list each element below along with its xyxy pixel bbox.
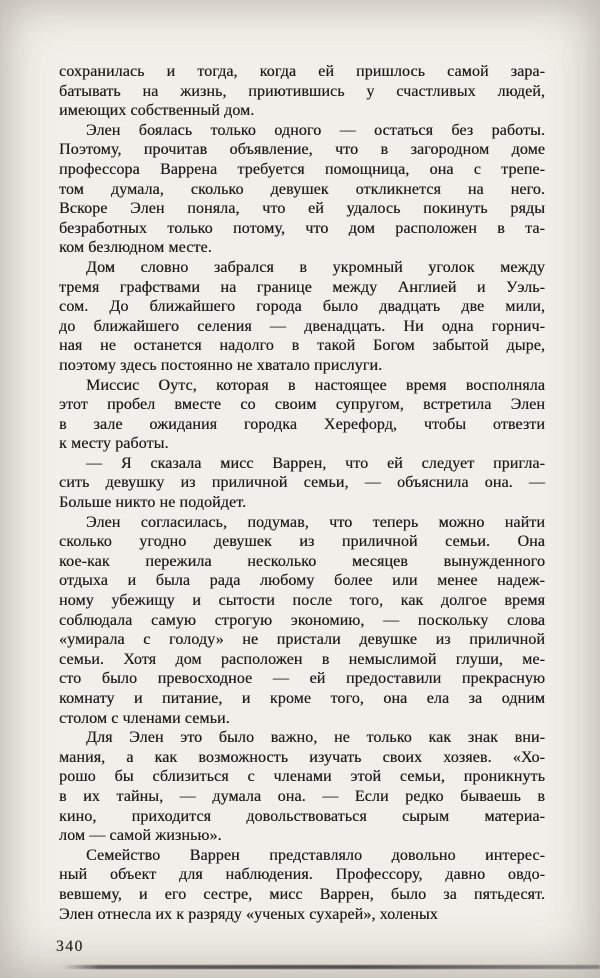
text-line: тремя графствами на границе между Англией и Уэль-	[59, 278, 545, 296]
text-line: соблюдала самую строгую экономию, — поскольку слова	[59, 611, 545, 629]
scan-edge-artifact	[62, 965, 600, 969]
text-line: столом с членами семьи.	[59, 709, 230, 727]
text-line: ная не останется надолго в такой Богом забытой дыре,	[59, 337, 545, 355]
text-line: сохранилась и тогда, когда ей пришлось самой зара-	[59, 63, 545, 80]
text-line: лом — самой жизнью».	[59, 827, 222, 845]
text-line: вевшему, и его сестре, мисс Варрен, было за пятьдесят.	[59, 885, 545, 903]
text-line: рошо бы сблизиться с членами этой семьи, проникнуть	[59, 768, 545, 786]
paragraph	[59, 62, 545, 121]
text-line: Поэтому, прочитав объявление, что в загородном доме	[59, 141, 545, 159]
page-text	[59, 62, 545, 924]
text-line: имеющих собственный дом.	[59, 102, 255, 120]
text-line: комнату и питание, и кроме того, она ела за одним	[59, 690, 545, 707]
paragraph	[59, 728, 545, 846]
text-line: в их тайны, — думала она. — Если редко бываешь в	[59, 787, 545, 805]
text-line: «умирала с голоду» не пристали девушке из приличной	[59, 631, 545, 649]
text-line: ному убежищу и сытости после того, как долгое время	[59, 592, 545, 610]
text-line: до ближайшего селения — двенадцать. Ни одна горнич-	[59, 317, 545, 335]
text-line: мания, а как возможность изучать своих хозяев. «Хо-	[59, 748, 545, 766]
text-line: Для Элен это было важно, не только как знак вни-	[86, 729, 545, 747]
text-line: семьи. Хотя дом расположен в немыслимой глуши, ме-	[59, 650, 545, 668]
text-line: Больше никто не подойдет.	[59, 494, 247, 512]
text-line: Миссис Оутс, которая в настоящее время восполняла	[86, 376, 545, 394]
paragraph	[59, 454, 545, 513]
text-line: — Я сказала мисс Варрен, что ей следует пригла-	[86, 454, 545, 472]
text-line: к месту работы.	[59, 435, 169, 453]
paragraph	[59, 258, 545, 376]
paragraph	[59, 846, 545, 924]
text-line: ком безлюдном месте.	[59, 239, 212, 257]
text-line: этот пробел вместе со своим супругом, встретила Элен	[59, 396, 545, 414]
text-line: кое-как пережила несколько месяцев вынужденного	[59, 552, 545, 570]
text-line: том думала, сколько девушек откликнется на него.	[59, 180, 545, 198]
text-line: Дом словно забрался в укромный уголок между	[86, 258, 545, 276]
text-line: ный объект для наблюдения. Профессору, давно овдо-	[59, 866, 545, 884]
text-line: батывать на жизнь, приютившись у счастливых людей,	[59, 82, 545, 100]
text-line: профессора Варрена требуется помощница, она с трепе-	[59, 160, 545, 178]
text-line: безработных только потому, что дом расположен в та-	[59, 219, 545, 237]
text-line: Элен согласилась, подумав, что теперь можно найти	[86, 513, 545, 531]
text-line: в зале ожидания городка Херефорд, чтобы отвезти	[59, 415, 545, 433]
text-line: Элен отнесла их к разряду «ученых сухарей», холеных	[59, 905, 438, 923]
text-line: сто было превосходное — ей предоставили прекрасную	[59, 670, 545, 688]
text-line: кино, приходится довольствоваться сырым материа-	[59, 807, 545, 825]
text-line: сить девушку из приличной семьи, — объяснила она. —	[59, 474, 545, 492]
text-line: сколько угодно девушек из приличной семьи. Она	[59, 533, 545, 551]
text-line: Элен боялась только одного — остаться без работы.	[86, 121, 545, 139]
paragraph	[59, 121, 545, 258]
paragraph	[59, 513, 545, 729]
text-line: сом. До ближайшего города было двадцать две мили,	[59, 298, 545, 316]
text-line: Вскоре Элен поняла, что ей удалось покинуть ряды	[59, 200, 545, 218]
text-line: отдыха и была рада любому более или менее надеж-	[59, 572, 545, 590]
text-line: Семейство Варрен представляло довольно интерес-	[86, 846, 545, 864]
paragraph	[59, 376, 545, 454]
text-line: поэтому здесь постоянно не хватало прислуги.	[59, 356, 383, 374]
page-number: 340	[56, 938, 84, 955]
